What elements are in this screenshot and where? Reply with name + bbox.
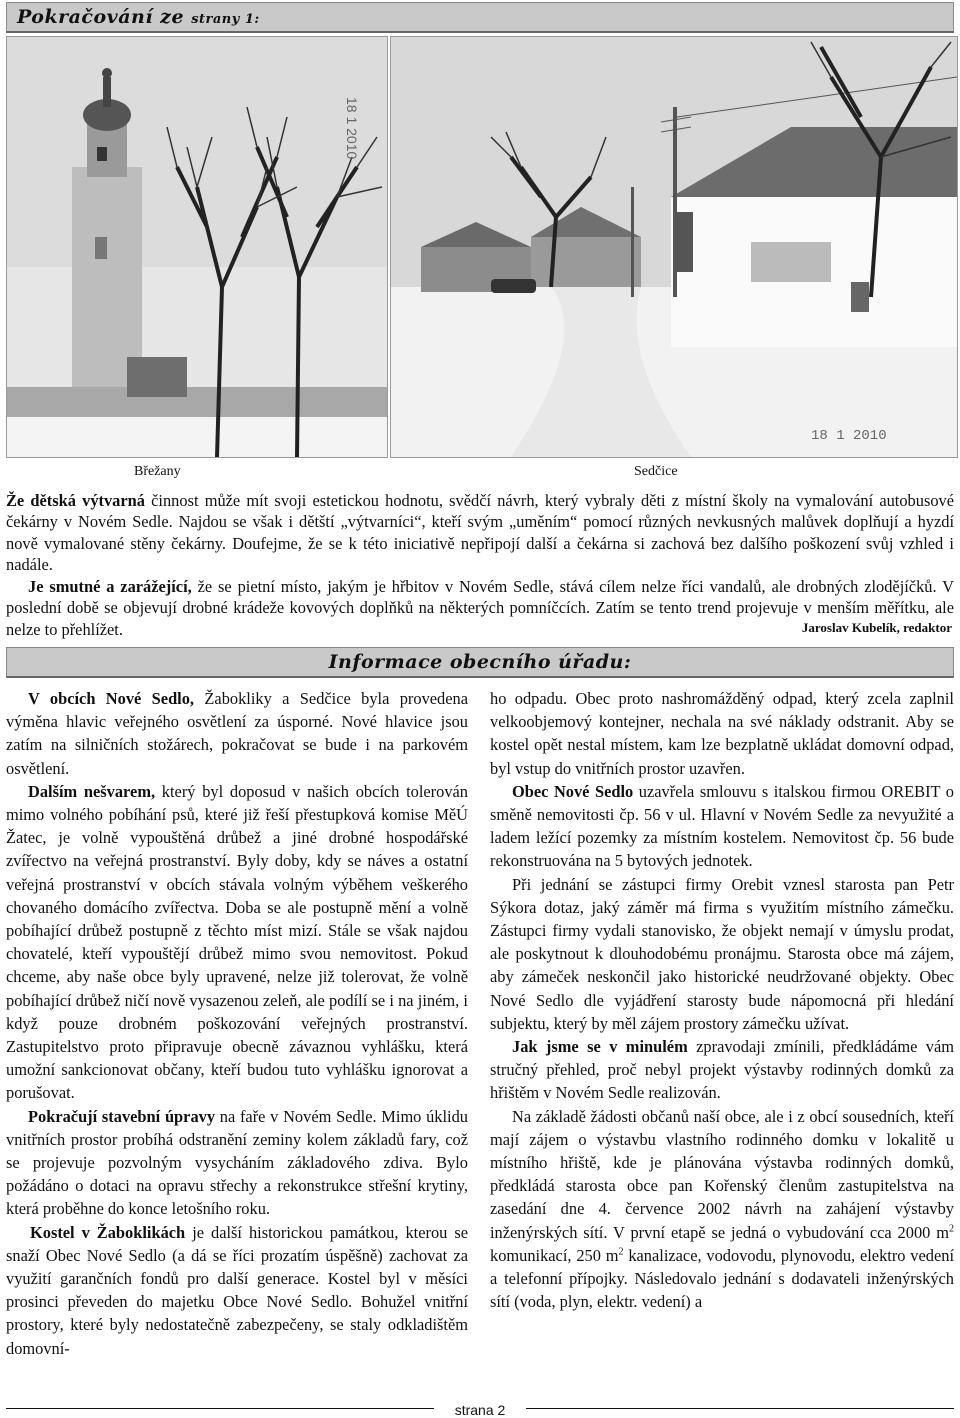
info-banner bbox=[6, 647, 954, 678]
article-paragraph bbox=[490, 1105, 954, 1314]
paragraph-text: který byl doposud v našich obcích tolerován mimo volného pobíhání psů, které již řeší přestupková komise MěÚ Žatec, je volně vypouštěná drůbež a jiné drobné hospodářské zvířectvo na veřejná prostranství. Byly doby, kdy se náves a ostatní veřejná prostranství v obcích stávala volným výběhem veškerého chovaného domácího zvířectva. Doba se ale postupně mění a volně pobíhající drůbež postupně z těchto míst mizí. Stále se však najdou chovatelé, kteří vypouštějí drůbež mimo svou nemovitost. Pokud chceme, aby naše obce byly upravené, nelze již tolerovat, že volně pobíhající drůbež ničí nově vysazenou zeleň, ale podílí se i na jiném, i když pouze drobném poškozování veřejných prostranství. Zastupitelstvo proto připravuje obecně závaznou vyhlášku, která umožní sankcionovat občany, kteří budou tuto vyhlášku ignorovat a porušovat. bbox=[6, 781, 469, 1103]
paragraph-lead: Pokračují stavební úpravy bbox=[28, 1106, 216, 1126]
paragraph-lead: Dalším nešvarem, bbox=[28, 781, 156, 801]
article-paragraph bbox=[490, 780, 954, 873]
paragraph-text: komunikací, 250 m bbox=[490, 1245, 619, 1265]
paragraph-text: uzavřela smlouvu s italskou firmou OREBIT o směně nemovitosti čp. 56 v ul. Hlavní v Novém Sedle za nevyužité a ladem ležící pozemky za místním kostelem. Nemovitost čp. 56 bude rekonstruována na 5 bytových jednotek. bbox=[490, 781, 954, 871]
photo-caption-brezany: Břežany bbox=[134, 464, 181, 479]
paragraph-lead: V obcích Nové Sedlo, bbox=[28, 689, 195, 708]
photo-caption-sedcice: Sedčice bbox=[634, 464, 678, 479]
paragraph-text: Žabokliky a Sedčice byla provedena výměna hlavic veřejného osvětlení za úsporné. Nové hlavice jsou zatím na silničních stožárech, pokračovat se bude i na parkovém osvětlení. bbox=[6, 689, 468, 778]
paragraph-text: Při jednání se zástupci firmy Orebit vznesl starosta pan Petr Sýkora dotaz, jaký záměr má firma s využitím místního zámečku. Zástupci firmy vydali stanovisko, že objekt nemají v úmyslu prodat, ale poskytnout k dlouhodobému pronájmu. Starosta obce má zájem, aby zámeček neskončil jako historické neudržované objekty. Obec Nové Sedlo dle vyjádření starosty bude nápomocná při hledání subjektu, který by měl zájem prostory zámečku užívat. bbox=[490, 874, 954, 1033]
article-paragraph bbox=[6, 780, 468, 1105]
article-paragraph bbox=[6, 687, 468, 780]
page-number: strana 2 bbox=[454, 1402, 506, 1418]
superscript: 2 bbox=[949, 1223, 954, 1235]
footer-rule-right bbox=[526, 1408, 954, 1409]
paragraph-lead: Jak jsme se v minulém bbox=[512, 1037, 688, 1057]
info-banner-title: Informace obecního úřadu: bbox=[328, 651, 632, 673]
date-stamp-right: 18 1 2010 bbox=[811, 428, 887, 444]
paragraph-text: Na základě žádosti občanů naší obce, ale i z obcí sousedních, kteří mají zájem o výstavbu vlastního rodinného domku v lokalitě u místního hřiště, kde je plánována výstavba rodinných domků, předkládá starosta obce pan Kořenský členům zastupitelstva na zasedání dne 4. července 2002 návrh na zahájení výstavby inženýrských sítí. V první etapě se jedná o vybudování cca 2000 m bbox=[490, 1106, 954, 1242]
continuation-banner bbox=[6, 2, 954, 33]
paragraph-text: ho odpadu. Obec proto nashromážděný odpad, který zcela zaplnil velkoobjemový kontejner, nechala na své náklady odstranit. Aby se kostel opět nestal místem, kam lze bezplatně ukládat domovní odpad, byl vstup do vnitřních prostor uzavřen. bbox=[490, 689, 954, 778]
article-paragraph bbox=[490, 873, 954, 1035]
article-paragraph bbox=[490, 687, 954, 780]
date-stamp-left: 18 1 2010 bbox=[344, 97, 360, 160]
intro-lead-2: Je smutné a zarážející, bbox=[28, 577, 192, 596]
intro-paragraph-1 bbox=[6, 490, 954, 576]
paragraph-text: je další historickou památkou, kterou se snaží Obec Nové Sedlo (a dá se říci prozatím úspěšně) zachovat za využití garančních fondů pro další generace. Kostel byl v měsíci prosinci převeden do majetku Obce Nové Sedlo. Bohužel vnitřní prostory, které byly nedostatečně zabezpečeny, se staly odkladištěm domovní- bbox=[6, 1222, 468, 1358]
paragraph-lead: Obec Nové Sedlo bbox=[512, 781, 634, 801]
paragraph-lead: Kostel v Žaboklikách bbox=[30, 1222, 186, 1242]
intro-lead-1: Že dětská výtvarná bbox=[6, 491, 145, 510]
intro-text-2: že se pietní místo, jakým je hřbitov v Novém Sedle, stává cílem nelze říci vandalů, ale drobných zlodějíčků. V poslední době se objevují drobné krádeže kovových doplňků na některých pomníčcích. Zatím se tento trend projevuje v menším měřítku, ale nelze to přehlížet. bbox=[6, 577, 954, 639]
article-paragraph bbox=[6, 1105, 468, 1221]
paragraph-text: zpravodaji zmínili, předkládáme vám stručný přehled, proč nebyl projekt výstavby rodinných domků za hřištěm v Novém Sedle realizován. bbox=[490, 1037, 954, 1103]
article-paragraph bbox=[490, 1035, 954, 1105]
photo-sedcice bbox=[390, 36, 958, 458]
author-signature: Jaroslav Kubelík, redaktor bbox=[801, 620, 952, 635]
banner-subtitle: strany 1: bbox=[191, 12, 260, 27]
superscript: 2 bbox=[618, 1246, 624, 1258]
banner-title: Pokračování ze bbox=[17, 6, 185, 28]
intro-text-1: činnost může mít svoji estetickou hodnotu, svědčí návrh, který vybraly děti z místní školy na vymalování autobusové čekárny v Novém Sedle. Najdou se však i dětští „výtvarníci“, kteří svým „uměním“ pomocí různých nevkusných malůvek doplňují a hyzdí nově vymalované stěny čekárny. Doufejme, že se k této iniciativě nepřipojí další a čekárna si zachová bez dalšího poškození svůj vzhled i nadále. bbox=[6, 491, 954, 575]
right-column bbox=[490, 687, 954, 1313]
left-column bbox=[6, 687, 468, 1360]
photo-brezany bbox=[6, 36, 388, 458]
paragraph-text: na faře v Novém Sedle. Mimo úklidu vnitřních prostor probíhá odstranění zeminy kolem základů fary, což se projevuje pozvolným vysycháním základového zdiva. Bylo požádáno o dotaci na opravu střechy a rekonstrukce střešní krytiny, která proběhne do konce letošního roku. bbox=[6, 1106, 468, 1219]
footer-rule-left bbox=[6, 1408, 434, 1409]
paragraph-text: kanalizace, vodovodu, plynovodu, elektro vedení a telefonní přípojky. Následovalo jednání s dodavateli inženýrských sítí (voda, plyn, elektr. vedení) a bbox=[490, 1245, 954, 1312]
article-paragraph bbox=[6, 1221, 468, 1360]
